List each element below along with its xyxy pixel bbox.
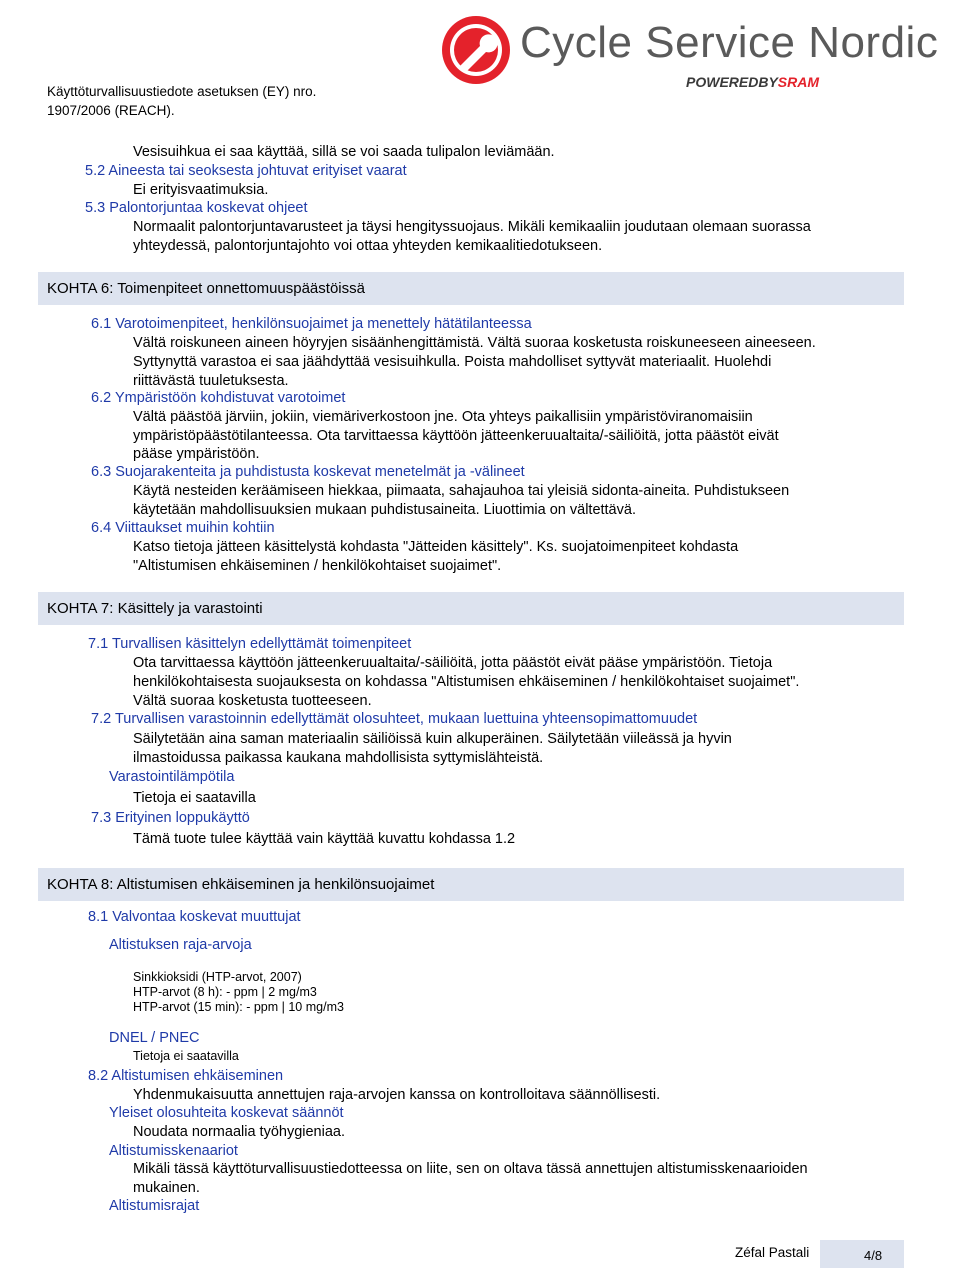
subsection-7-3-line-1: Tämä tuote tulee käyttää vain käyttää kuvattu kohdassa 1.2 [133, 831, 516, 847]
subsection-5-2-text: Ei erityisvaatimuksia. [133, 182, 269, 198]
logo-powered: POWEREDBY [686, 74, 778, 90]
subsection-7-3-title [91, 810, 250, 826]
storage-temp-value: Tietoja ei saatavilla [133, 790, 256, 806]
subsection-6-2-label: Ympäristöön kohdistuvat varotoimet [114, 390, 346, 406]
dnel-pnec-value: Tietoja ei saatavilla [133, 1049, 239, 1063]
page-number-box [820, 1240, 904, 1268]
subsection-8-1-number: 8.1 [88, 909, 109, 925]
logo-tagline [686, 74, 819, 90]
general-rules-value: Noudata normaalia työhygieniaa. [133, 1124, 345, 1140]
subsection-8-2-title [88, 1068, 283, 1084]
subsection-6-4-line-1: Katso tietoja jätteen käsittelystä kohdasta "Jätteiden käsittely". Ks. suojatoimenpiteet kohdasta [133, 539, 739, 555]
subsection-6-2-line-1: Vältä päästöä järviin, jokiin, viemäriverkostoon jne. Ota yhteys paikallisiin ympäristöviranomaisiin [133, 409, 753, 425]
subsection-7-1-number: 7.1 [88, 636, 109, 652]
section-8-heading: KOHTA 8: Altistumisen ehkäiseminen ja henkilönsuojaimet [47, 876, 435, 893]
subsection-7-1-line-1: Ota tarvittaessa käyttöön jätteenkeruualtaita/-säiliöitä, jotta päästöt eivät pääse ympäristöön. Tietoja [133, 655, 773, 671]
subsection-8-1-title [88, 909, 301, 925]
subsection-5-2-title [85, 163, 407, 179]
subsection-6-2-line-3: pääse ympäristöön. [133, 446, 260, 462]
subsection-5-3-label: Palontorjuntaa koskevat ohjeet [109, 200, 308, 216]
subsection-6-1-line-1: Vältä roiskuneen aineen höyryjen sisäänhengittämistä. Vältä suoraa kosketusta roiskuneeseen aineeseen. [133, 335, 816, 351]
exposure-limits-label: Altistuksen raja-arvoja [109, 937, 252, 953]
subsection-5-2-number: 5.2 [85, 163, 106, 179]
exposure-scenarios-line-2: mukainen. [133, 1180, 200, 1196]
extinguish-note: Vesisuihkua ei saa käyttää, sillä se voi saada tulipalon leviämään. [133, 144, 555, 160]
limit-substance: Sinkkioksidi (HTP-arvot, 2007) [133, 970, 302, 984]
footer-product-name: Zéfal Pastali [735, 1245, 810, 1260]
subsection-7-3-number: 7.3 [91, 810, 112, 826]
subsection-6-1-label: Varotoimenpiteet, henkilönsuojaimet ja menettely hätätilanteessa [115, 316, 532, 332]
section-7-heading: KOHTA 7: Käsittely ja varastointi [47, 600, 263, 617]
general-rules-label: Yleiset olosuhteita koskevat säännöt [109, 1105, 344, 1121]
subsection-6-4-label: Viittaukset muihin kohtiin [115, 520, 275, 536]
subsection-6-1-line-2: Syttynyttä varastoa ei saa jäähdyttää vesisuihkulla. Poista mahdolliset syttyvät materiaalit. Huolehdi [133, 354, 772, 370]
section-6-heading: KOHTA 6: Toimenpiteet onnettomuuspäästöissä [47, 280, 365, 297]
subsection-5-3-title [85, 200, 308, 216]
regulation-line-2: 1907/2006 (REACH). [47, 103, 175, 118]
section-8-heading-bar [38, 868, 904, 901]
subsection-6-2-title [91, 390, 345, 406]
subsection-7-1-line-3: Vältä suoraa kosketusta tuotteeseen. [133, 693, 372, 709]
subsection-6-4-number: 6.4 [91, 520, 112, 536]
limit-8h: HTP-arvot (8 h): - ppm | 2 mg/m3 [133, 985, 317, 999]
subsection-5-3-line-2: yhteydessä, palontorjuntajohto voi ottaa yhteyden kemikaalitiedotukseen. [133, 238, 603, 254]
storage-temp-label: Varastointilämpötila [109, 769, 235, 785]
subsection-8-2-label: Altistumisen ehkäiseminen [111, 1068, 284, 1084]
subsection-7-1-title [88, 636, 411, 652]
subsection-7-2-title [91, 711, 697, 727]
exposure-scenarios-label: Altistumisskenaariot [109, 1143, 238, 1159]
subsection-6-3-line-2: käytetään mahdollisuuksien mukaan puhdistusaineita. Liuottimia on vältettävä. [133, 502, 636, 518]
subsection-7-2-line-2: ilmastoidussa paikassa kaukana mahdollisista syttymislähteistä. [133, 750, 544, 766]
subsection-6-3-label: Suojarakenteita ja puhdistusta koskevat menetelmät ja -välineet [115, 464, 525, 480]
subsection-6-4-title [91, 520, 275, 536]
subsection-8-2-line-1: Yhdenmukaisuutta annettujen raja-arvojen kanssa on kontrolloitava säännöllisesti. [133, 1087, 661, 1103]
subsection-5-3-line-1: Normaalit palontorjuntavarusteet ja täysi hengityssuojaus. Mikäli kemikaaliin joudutaan olemaan suorassa [133, 219, 811, 235]
logo-brand: SRAM [777, 74, 820, 90]
subsection-5-3-number: 5.3 [85, 200, 106, 216]
subsection-6-2-line-2: ympäristöpäästötilanteessa. Ota tarvittaessa käyttöön jätteenkeruualtaita/-säiliöitä, jotta päästöt eivät [133, 428, 779, 444]
subsection-8-1-label: Valvontaa koskevat muuttujat [112, 909, 301, 925]
subsection-6-3-line-1: Käytä nesteiden keräämiseen hiekkaa, piimaata, sahajauhoa tai yleisiä sidonta-aineita. Puhdistukseen [133, 483, 790, 499]
subsection-6-1-number: 6.1 [91, 316, 112, 332]
subsection-7-1-line-2: henkilökohtaisesta suojauksesta on kohdassa "Altistumisen ehkäiseminen / henkilökohtaiset suojaimet". [133, 674, 800, 690]
subsection-6-1-title [91, 316, 532, 332]
subsection-6-3-title [91, 464, 525, 480]
subsection-7-2-label: Turvallisen varastoinnin edellyttämät olosuhteet, mukaan luettuina yhteensopimattomuudet [114, 711, 698, 727]
exposure-scenarios-line-1: Mikäli tässä käyttöturvallisuustiedotteessa on liite, sen on oltava tässä annettujen altistumisskenaarioiden [133, 1161, 808, 1177]
wrench-logo-icon [440, 14, 512, 86]
regulation-line-1: Käyttöturvallisuustiedote asetuksen (EY) nro. [47, 84, 317, 99]
subsection-7-3-label: Erityinen loppukäyttö [115, 810, 250, 826]
exposure-limits-2-label: Altistumisrajat [109, 1198, 200, 1214]
dnel-pnec-label: DNEL / PNEC [109, 1030, 200, 1046]
section-7-heading-bar [38, 592, 904, 625]
logo-wordmark: Cycle Service Nordic [520, 18, 939, 67]
subsection-5-2-label: Aineesta tai seoksesta johtuvat erityiset vaarat [108, 163, 407, 179]
company-logo [438, 12, 939, 100]
subsection-7-1-label: Turvallisen käsittelyn edellyttämät toimenpiteet [111, 636, 412, 652]
section-6-heading-bar [38, 272, 904, 305]
subsection-8-2-number: 8.2 [88, 1068, 109, 1084]
subsection-6-2-number: 6.2 [91, 390, 112, 406]
subsection-7-2-line-1: Säilytetään aina saman materiaalin säiliöissä kuin alkuperäinen. Säilytetään viileässä ja hyvin [133, 731, 732, 747]
limit-15min: HTP-arvot (15 min): - ppm | 10 mg/m3 [133, 1000, 344, 1014]
subsection-7-2-number: 7.2 [91, 711, 112, 727]
page-number: 4/8 [864, 1248, 883, 1263]
subsection-6-3-number: 6.3 [91, 464, 112, 480]
subsection-6-1-line-3: riittävästä tuuletuksesta. [133, 373, 289, 389]
subsection-6-4-line-2: "Altistumisen ehkäiseminen / henkilökohtaiset suojaimet". [133, 558, 502, 574]
